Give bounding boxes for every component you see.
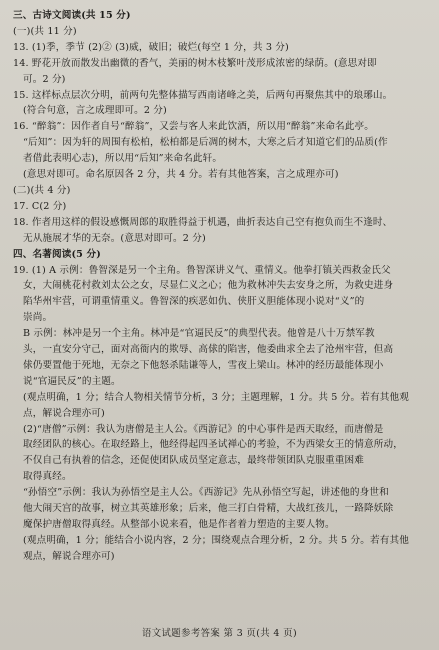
text-line: 无从施展才华的无奈。(意思对即可。2 分)	[23, 232, 206, 244]
text-line: 13. (1)季，季节 (2)② (3)威，破旧；破烂(每空 1 分，共 3 分)	[13, 41, 289, 53]
text-line: 15. 这样标点层次分明，前两句先整体描写西南诸峰之美，后两句再聚焦其中的琅琊山。	[13, 89, 393, 101]
text-line: 18. 作者用这样的假设感慨周郎的取胜得益于机遇，曲折表达自己空有抱负而生不逢时、	[13, 216, 393, 228]
text-line: “后知”：因为轩的周围有松柏，松柏都是后凋的树木，大寒之后才知道它们的品质(作	[23, 137, 388, 149]
text-line: 俅仍要置他于死地，无奈之下他怒杀陆谦等人，雪夜上梁山。林冲的经历最能体现小	[23, 359, 384, 371]
text-line: 说“官逼民反”的主题。	[23, 375, 121, 387]
text-line: 14. 野花开放而散发出幽微的香气，美丽的树木枝繁叶茂形成浓密的绿荫。(意思对即	[13, 57, 377, 69]
text-line: 16. “醉翁”：因作者自号“醉翁”，又尝与客人来此饮酒，所以用“醉翁”来命名此亭。	[13, 121, 375, 133]
answer-text-block	[13, 8, 423, 565]
text-line: 三、古诗文阅读(共 15 分)	[13, 10, 131, 21]
text-line: (观点明确，1 分；能结合小说内容，2 分；围绕观点合理分析，2 分。共 5 分。若有其他	[23, 534, 409, 546]
text-line: B 示例：林冲是另一个主角。林冲是“官逼民反”的典型代表。他曾是八十万禁军教	[23, 328, 375, 340]
text-line: (2)“唐僧”示例：我认为唐僧是主人公。《西游记》的中心事件是西天取经，而唐僧是	[23, 423, 384, 435]
text-line: 取经团队的核心。在取经路上，他经得起四圣试禅心的考验，不为西梁女王的情意所动，	[23, 439, 404, 451]
text-line: 陷华州牢营，可谓重情重义。鲁智深的疾恶如仇、侠肝义胆能体现小说对“义”的	[23, 296, 365, 308]
text-line: 崇尚。	[23, 312, 53, 324]
text-line: 不仅自己有执着的信念，还促使团队成员坚定意志，最终带领团队克服重重困难	[23, 455, 365, 467]
text-line: 点，解说合理亦可)	[23, 407, 105, 419]
page-footer: 语文试题参考答案 第 3 页(共 4 页)	[141, 628, 298, 639]
text-line: (符合句意，言之成理即可。2 分)	[23, 105, 167, 117]
text-line: (一)(共 11 分)	[13, 25, 77, 37]
text-line: 19. (1) A 示例：鲁智深是另一个主角。鲁智深讲义气、重情义。他拳打镇关西救金氏父	[13, 264, 391, 276]
text-line: 可。2 分)	[23, 73, 66, 85]
text-line: 者借此表明心志)，所以用“后知”来命名此轩。	[23, 153, 223, 165]
text-line: 他大闹天宫的故事，树立其英雄形象；后来，他三打白骨精，大战红孩儿，一路降妖除	[23, 503, 394, 515]
text-line: 四、名著阅读(5 分)	[13, 248, 101, 260]
text-line: 取得真经。	[23, 471, 72, 483]
text-line: (观点明确，1 分；结合人物相关情节分析，3 分；主题理解，1 分。共 5 分。若有其他观	[23, 391, 409, 403]
text-line: 女，大闹桃花村救刘太公之女，尽显仁义之心；他为救林冲失去安身之所，为救史进身	[23, 280, 394, 292]
text-line: 观点，解说合理亦可)	[23, 550, 115, 562]
text-line: 头，一直安分守己，面对高衙内的欺辱、高俅的陷害，他委曲求全去了沧州牢营，但高	[23, 344, 394, 356]
text-line: (意思对即可。命名原因各 2 分，共 4 分。若有其他答案，言之成理亦可)	[23, 169, 339, 181]
text-line: 17. C(2 分)	[13, 200, 67, 212]
text-line: (二)(共 4 分)	[13, 184, 71, 196]
text-line: 魔保护唐僧取得真经。从整部小说来看，他是作者着力塑造的主要人物。	[23, 519, 335, 530]
text-line: “孙悟空”示例：我认为孙悟空是主人公。《西游记》先从孙悟空写起，讲述他的身世和	[23, 487, 389, 499]
